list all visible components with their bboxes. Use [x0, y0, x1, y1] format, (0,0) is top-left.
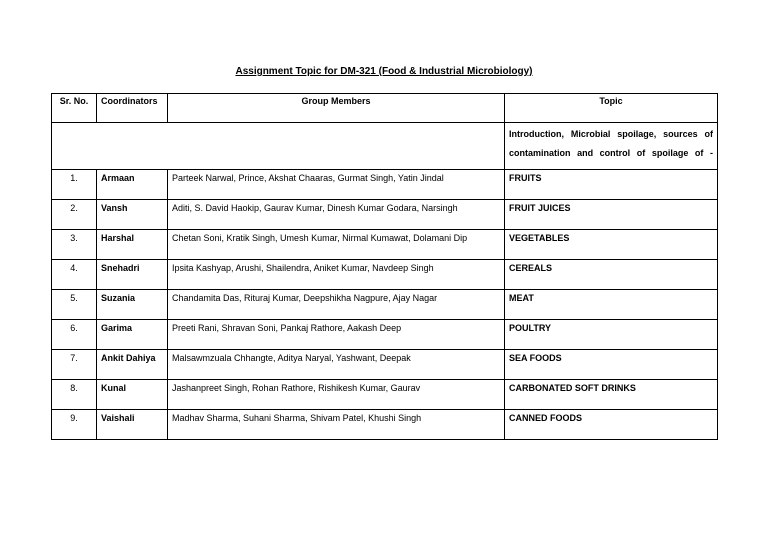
table-row	[52, 290, 718, 320]
header-coordinators: Coordinators	[97, 94, 168, 123]
intro-blank-cell	[52, 123, 505, 170]
header-topic: Topic	[505, 94, 718, 123]
topic-cell: CEREALS	[505, 260, 718, 290]
sr-cell: 6.	[52, 320, 97, 350]
topic-cell: MEAT	[505, 290, 718, 320]
topic-cell: VEGETABLES	[505, 230, 718, 260]
intro-row	[52, 123, 718, 170]
table-row	[52, 380, 718, 410]
assignment-table	[51, 93, 718, 440]
intro-topic-cell: Introduction, Microbial spoilage, sources of contamination and control of spoilage of -	[505, 123, 718, 170]
topic-cell: CARBONATED SOFT DRINKS	[505, 380, 718, 410]
sr-cell: 7.	[52, 350, 97, 380]
coordinator-cell: Kunal	[97, 380, 168, 410]
members-cell: Chetan Soni, Kratik Singh, Umesh Kumar, Nirmal Kumawat, Dolamani Dip	[168, 230, 505, 260]
members-cell: Aditi, S. David Haokip, Gaurav Kumar, Dinesh Kumar Godara, Narsingh	[168, 200, 505, 230]
table-row	[52, 350, 718, 380]
sr-cell: 8.	[52, 380, 97, 410]
coordinator-cell: Harshal	[97, 230, 168, 260]
topic-cell: FRUITS	[505, 170, 718, 200]
topic-cell: SEA FOODS	[505, 350, 718, 380]
sr-cell: 9.	[52, 410, 97, 440]
sr-cell: 4.	[52, 260, 97, 290]
table-row	[52, 320, 718, 350]
document-title: Assignment Topic for DM-321 (Food & Industrial Microbiology)	[235, 66, 533, 77]
sr-cell: 3.	[52, 230, 97, 260]
members-cell: Jashanpreet Singh, Rohan Rathore, Rishikesh Kumar, Gaurav	[168, 380, 505, 410]
members-cell: Ipsita Kashyap, Arushi, Shailendra, Aniket Kumar, Navdeep Singh	[168, 260, 505, 290]
members-cell: Madhav Sharma, Suhani Sharma, Shivam Patel, Khushi Singh	[168, 410, 505, 440]
table-row	[52, 200, 718, 230]
topic-cell: FRUIT JUICES	[505, 200, 718, 230]
members-cell: Preeti Rani, Shravan Soni, Pankaj Rathore, Aakash Deep	[168, 320, 505, 350]
coordinator-cell: Ankit Dahiya	[97, 350, 168, 380]
table-row	[52, 230, 718, 260]
sr-cell: 1.	[52, 170, 97, 200]
table-row	[52, 260, 718, 290]
members-cell: Chandamita Das, Rituraj Kumar, Deepshikha Nagpure, Ajay Nagar	[168, 290, 505, 320]
coordinator-cell: Armaan	[97, 170, 168, 200]
coordinator-cell: Vansh	[97, 200, 168, 230]
sr-cell: 2.	[52, 200, 97, 230]
header-sr-no: Sr. No.	[52, 94, 97, 123]
table-row	[52, 410, 718, 440]
coordinator-cell: Snehadri	[97, 260, 168, 290]
coordinator-cell: Suzania	[97, 290, 168, 320]
coordinator-cell: Vaishali	[97, 410, 168, 440]
topic-cell: CANNED FOODS	[505, 410, 718, 440]
header-group-members: Group Members	[168, 94, 505, 123]
members-cell: Parteek Narwal, Prince, Akshat Chaaras, Gurmat Singh, Yatin Jindal	[168, 170, 505, 200]
table-row	[52, 170, 718, 200]
table-header-row	[52, 94, 718, 123]
members-cell: Malsawmzuala Chhangte, Aditya Naryal, Yashwant, Deepak	[168, 350, 505, 380]
topic-cell: POULTRY	[505, 320, 718, 350]
coordinator-cell: Garima	[97, 320, 168, 350]
sr-cell: 5.	[52, 290, 97, 320]
